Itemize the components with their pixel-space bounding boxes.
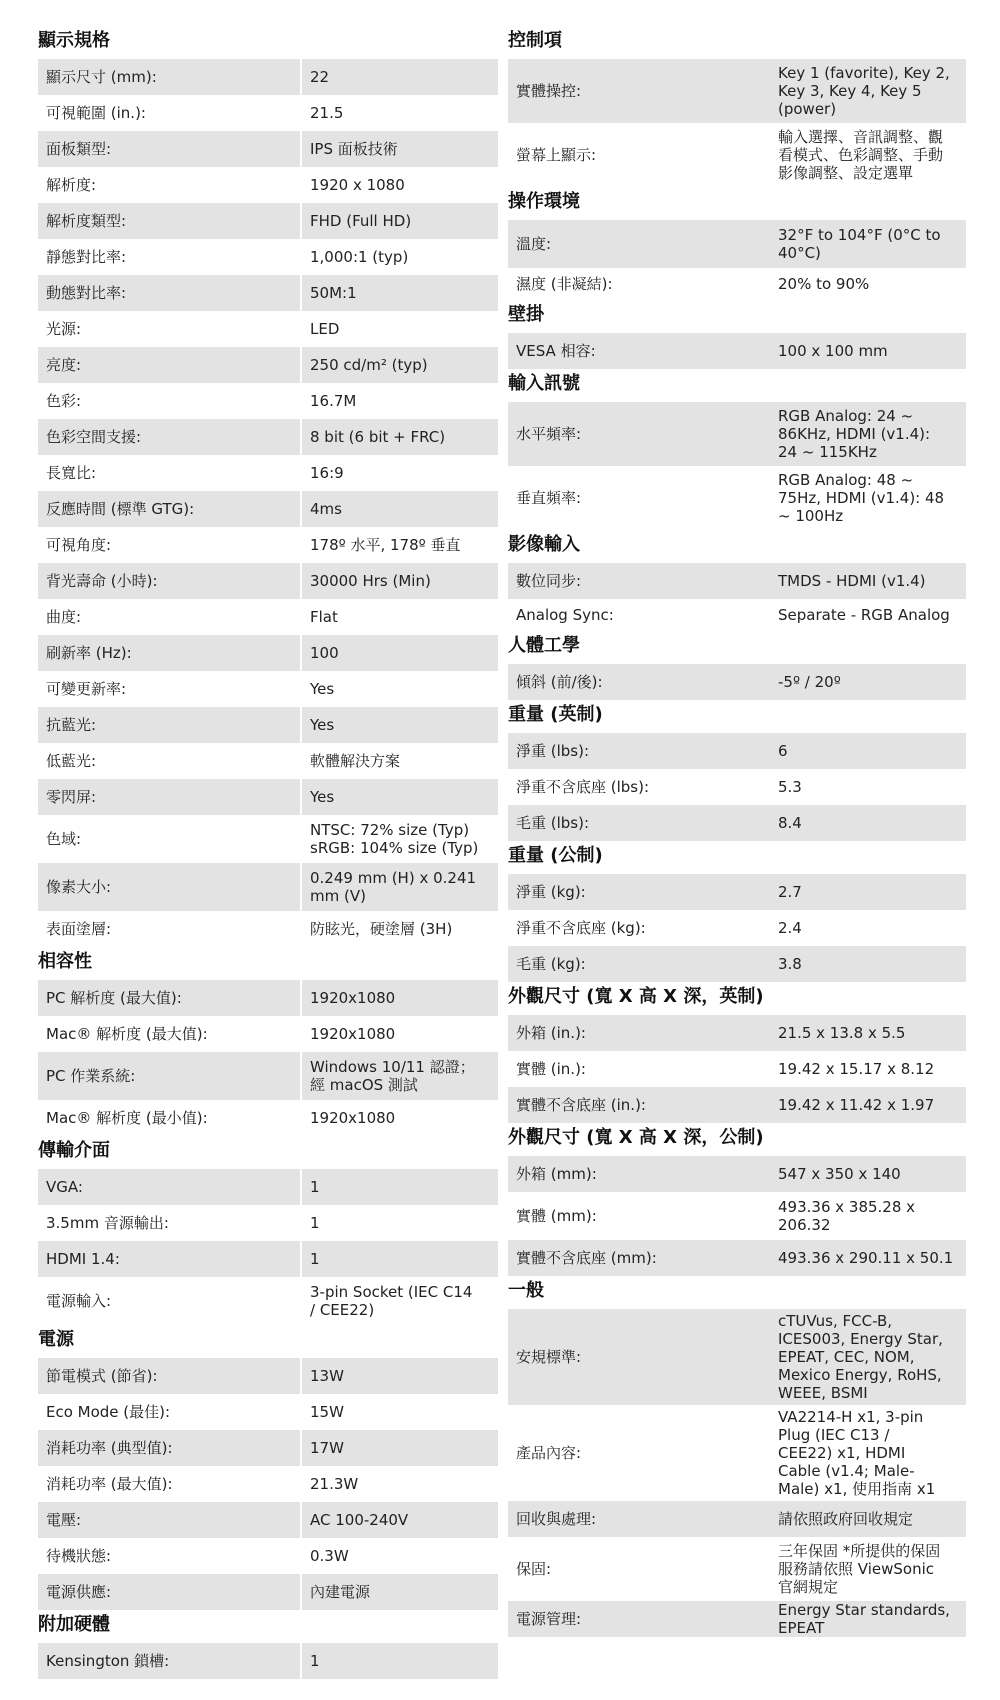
- spec-label: VESA 相容:: [516, 342, 596, 360]
- spec-label: 電源輸入:: [46, 1292, 112, 1310]
- spec-value: 493.36 x 290.11 x 50.1: [778, 1249, 954, 1267]
- spec-value: 13W: [300, 1358, 498, 1394]
- spec-row: [508, 599, 966, 631]
- section-title: 附加硬體: [38, 1614, 110, 1635]
- spec-label: 消耗功率 (最大值):: [46, 1475, 173, 1493]
- spec-value: 15W: [300, 1394, 498, 1430]
- spec-value: 21.5: [300, 95, 498, 131]
- spec-label: 淨重 (kg):: [516, 883, 586, 901]
- spec-label: 電源供應:: [46, 1583, 112, 1601]
- spec-label: 保固:: [516, 1560, 552, 1578]
- spec-value: 100 x 100 mm: [778, 342, 888, 360]
- section-title: 傳輸介面: [38, 1140, 110, 1161]
- spec-row: [38, 1502, 498, 1538]
- spec-row: [508, 563, 966, 599]
- spec-value: 17W: [300, 1430, 498, 1466]
- section-title: 輸入訊號: [508, 373, 580, 394]
- spec-label: PC 解析度 (最大值):: [46, 989, 182, 1007]
- spec-row: [508, 946, 966, 982]
- spec-label: 抗藍光:: [46, 716, 97, 734]
- spec-row: [38, 1430, 498, 1466]
- spec-label: Kensington 鎖槽:: [46, 1652, 170, 1670]
- spec-row: [38, 563, 498, 599]
- spec-value: NTSC: 72% size (Typ) sRGB: 104% size (Typ): [300, 815, 498, 863]
- spec-row: [38, 1394, 498, 1430]
- spec-label: 實體 (mm):: [516, 1207, 597, 1225]
- section-title: 電源: [38, 1329, 74, 1350]
- spec-value: 250 cd/m² (typ): [300, 347, 498, 383]
- spec-row: [38, 1016, 498, 1052]
- spec-row: [38, 1052, 498, 1100]
- spec-label: 可變更新率:: [46, 680, 127, 698]
- spec-label: 3.5mm 音源輸出:: [46, 1214, 169, 1232]
- spec-label: 電壓:: [46, 1511, 82, 1529]
- spec-row: [508, 1015, 966, 1051]
- spec-row: [38, 347, 498, 383]
- spec-row: [508, 1087, 966, 1123]
- spec-label: 淨重不含底座 (kg):: [516, 919, 646, 937]
- spec-value: 100: [300, 635, 498, 671]
- section-title: 外觀尺寸 (寬 X 高 X 深，英制): [508, 986, 764, 1007]
- spec-value: 30000 Hrs (Min): [300, 563, 498, 599]
- spec-label: 像素大小:: [46, 878, 112, 896]
- spec-label: 表面塗層:: [46, 920, 112, 938]
- spec-value: 0.3W: [300, 1538, 498, 1574]
- spec-value: RGB Analog: 48 ~ 75Hz, HDMI (v1.4): 48 ~ 100Hz: [778, 471, 945, 525]
- spec-row: [38, 1169, 498, 1205]
- spec-value: 50M:1: [300, 275, 498, 311]
- spec-value: 1: [300, 1241, 498, 1277]
- section-title: 影像輸入: [508, 534, 580, 555]
- spec-label: 可視角度:: [46, 536, 112, 554]
- section-title: 壁掛: [508, 304, 544, 325]
- spec-label: 消耗功率 (典型值):: [46, 1439, 173, 1457]
- spec-row: [508, 769, 966, 805]
- spec-row: [508, 664, 966, 700]
- spec-value: 16.7M: [300, 383, 498, 419]
- spec-row: [508, 1192, 966, 1240]
- spec-label: Mac® 解析度 (最小值):: [46, 1109, 208, 1127]
- spec-label: 毛重 (lbs):: [516, 814, 590, 832]
- spec-value: 請依照政府回收規定: [778, 1510, 914, 1528]
- spec-value: 2.7: [778, 883, 802, 901]
- spec-row: [38, 419, 498, 455]
- spec-value: 1: [300, 1205, 498, 1241]
- spec-row: [38, 671, 498, 707]
- spec-label: 顯示尺寸 (mm):: [46, 68, 157, 86]
- spec-row: [38, 707, 498, 743]
- spec-value: VA2214-H x1, 3-pin Plug (IEC C13 / CEE22) x1, HDMI Cable (v1.4; Male- Male) x1, 使用指南 x1: [778, 1408, 936, 1498]
- spec-label: 解析度:: [46, 176, 97, 194]
- spec-row: [508, 220, 966, 268]
- spec-label: 長寬比:: [46, 464, 97, 482]
- spec-value: Flat: [300, 599, 498, 635]
- spec-row: [38, 59, 498, 95]
- spec-value: 8.4: [778, 814, 802, 832]
- spec-label: Eco Mode (最佳):: [46, 1403, 171, 1421]
- spec-label: 外箱 (in.):: [516, 1024, 586, 1042]
- spec-row: [38, 1100, 498, 1136]
- spec-value: 8 bit (6 bit + FRC): [300, 419, 498, 455]
- spec-row: [38, 1277, 498, 1325]
- section-title: 操作環境: [508, 191, 580, 212]
- section-title: 外觀尺寸 (寬 X 高 X 深，公制): [508, 1127, 764, 1148]
- spec-label: 動態對比率:: [46, 284, 127, 302]
- spec-label: 零閃屏:: [46, 788, 97, 806]
- spec-value: 軟體解決方案: [300, 743, 498, 779]
- spec-label: 實體 (in.):: [516, 1060, 586, 1078]
- spec-value: 21.3W: [300, 1466, 498, 1502]
- spec-row: [38, 1466, 498, 1502]
- spec-label: 水平頻率:: [516, 425, 582, 443]
- spec-row: [38, 1358, 498, 1394]
- spec-value: 1: [300, 1643, 498, 1679]
- spec-value: 1920x1080: [300, 1016, 498, 1052]
- section-title: 一般: [508, 1280, 544, 1301]
- spec-row: [38, 815, 498, 863]
- spec-label: 淨重不含底座 (lbs):: [516, 778, 650, 796]
- section-title: 相容性: [38, 951, 92, 972]
- section-title: 重量 (公制): [508, 845, 603, 866]
- spec-label: 色彩空間支援:: [46, 428, 142, 446]
- spec-row: [508, 1601, 966, 1637]
- spec-value: 4ms: [300, 491, 498, 527]
- spec-label: 數位同步:: [516, 572, 582, 590]
- spec-row: [38, 779, 498, 815]
- spec-value: Yes: [300, 707, 498, 743]
- spec-row: [508, 1537, 966, 1601]
- spec-value: 178º 水平, 178º 垂直: [300, 527, 498, 563]
- spec-value: TMDS - HDMI (v1.4): [778, 572, 926, 590]
- spec-label: VGA:: [46, 1178, 83, 1196]
- spec-value: 3.8: [778, 955, 802, 973]
- spec-label: 刷新率 (Hz):: [46, 644, 132, 662]
- spec-row: [38, 1538, 498, 1574]
- spec-value: FHD (Full HD): [300, 203, 498, 239]
- spec-value: RGB Analog: 24 ~ 86KHz, HDMI (v1.4): 24 ~ 115KHz: [778, 407, 931, 461]
- spec-label: 反應時間 (標準 GTG):: [46, 500, 195, 518]
- spec-row: [38, 491, 498, 527]
- spec-row: [508, 402, 966, 466]
- spec-value: 19.42 x 11.42 x 1.97: [778, 1096, 935, 1114]
- spec-row: [38, 1574, 498, 1610]
- spec-label: 淨重 (lbs):: [516, 742, 590, 760]
- spec-row: [508, 874, 966, 910]
- spec-label: 待機狀態:: [46, 1547, 112, 1565]
- spec-row: [508, 805, 966, 841]
- spec-row: [38, 635, 498, 671]
- spec-row: [38, 599, 498, 635]
- spec-label: 產品內容:: [516, 1444, 582, 1462]
- spec-row: [38, 311, 498, 347]
- spec-value: 0.249 mm (H) x 0.241 mm (V): [300, 863, 498, 911]
- spec-row: [38, 911, 498, 947]
- spec-row: [38, 455, 498, 491]
- spec-label: 背光壽命 (小時):: [46, 572, 158, 590]
- spec-value: 2.4: [778, 919, 802, 937]
- spec-value: 547 x 350 x 140: [778, 1165, 901, 1183]
- spec-value: 21.5 x 13.8 x 5.5: [778, 1024, 906, 1042]
- spec-label: 螢幕上顯示:: [516, 146, 597, 164]
- spec-row: [38, 980, 498, 1016]
- spec-label: 外箱 (mm):: [516, 1165, 597, 1183]
- spec-label: 光源:: [46, 320, 82, 338]
- spec-label: PC 作業系統:: [46, 1067, 136, 1085]
- spec-value: cTUVus, FCC-B, ICES003, Energy Star, EPEAT, CEC, NOM, Mexico Energy, RoHS, WEEE, BSMI: [778, 1312, 943, 1402]
- spec-row: [38, 1205, 498, 1241]
- spec-label: 色彩:: [46, 392, 82, 410]
- spec-value: 1920x1080: [300, 1100, 498, 1136]
- spec-label: 溫度:: [516, 235, 552, 253]
- spec-row: [38, 95, 498, 131]
- spec-row: [508, 1240, 966, 1276]
- spec-row: [38, 131, 498, 167]
- section-title: 重量 (英制): [508, 704, 603, 725]
- spec-row: [38, 527, 498, 563]
- spec-value: AC 100-240V: [300, 1502, 498, 1538]
- spec-value: 22: [300, 59, 498, 95]
- spec-value: 6: [778, 742, 788, 760]
- spec-row: [508, 333, 966, 369]
- spec-row: [508, 1051, 966, 1087]
- spec-label: 垂直頻率:: [516, 489, 582, 507]
- spec-label: HDMI 1.4:: [46, 1250, 120, 1268]
- spec-label: 傾斜 (前/後):: [516, 673, 603, 691]
- spec-value: Yes: [300, 779, 498, 815]
- spec-value: 1,000:1 (typ): [300, 239, 498, 275]
- spec-label: 實體操控:: [516, 82, 582, 100]
- spec-label: 毛重 (kg):: [516, 955, 586, 973]
- spec-value: 輸入選擇、音訊調整、觀 看模式、色彩調整、手動 影像調整、設定選單: [778, 128, 944, 182]
- spec-row: [38, 743, 498, 779]
- right-column: [508, 26, 966, 1637]
- spec-value: Windows 10/11 認證； 經 macOS 測試: [300, 1052, 498, 1100]
- spec-label: 色域:: [46, 830, 82, 848]
- spec-row: [508, 59, 966, 123]
- spec-row: [508, 910, 966, 946]
- spec-label: 安規標準:: [516, 1348, 582, 1366]
- spec-row: [38, 275, 498, 311]
- spec-value: 1920 x 1080: [300, 167, 498, 203]
- spec-row: [508, 1156, 966, 1192]
- spec-value: 3-pin Socket (IEC C14 / CEE22): [300, 1277, 498, 1325]
- spec-value: LED: [300, 311, 498, 347]
- spec-row: [508, 123, 966, 187]
- spec-value: IPS 面板技術: [300, 131, 498, 167]
- section-title: 控制項: [508, 30, 562, 51]
- spec-value: 5.3: [778, 778, 802, 796]
- spec-label: 曲度:: [46, 608, 82, 626]
- spec-label: 電源管理:: [516, 1610, 582, 1628]
- spec-value: 16:9: [300, 455, 498, 491]
- spec-row: [38, 1241, 498, 1277]
- spec-row: [508, 1405, 966, 1501]
- spec-label: 面板類型:: [46, 140, 112, 158]
- spec-value: -5º / 20º: [778, 673, 841, 691]
- spec-row: [38, 1643, 498, 1679]
- spec-label: 節電模式 (節省):: [46, 1367, 158, 1385]
- spec-row: [508, 268, 966, 300]
- spec-value: 32°F to 104°F (0°C to 40°C): [778, 226, 941, 262]
- spec-label: 實體不含底座 (in.):: [516, 1096, 646, 1114]
- spec-value: 1920x1080: [300, 980, 498, 1016]
- spec-label: 亮度:: [46, 356, 82, 374]
- section-title: 顯示規格: [38, 30, 110, 51]
- spec-row: [38, 203, 498, 239]
- spec-label: 可視範圍 (in.):: [46, 104, 146, 122]
- spec-row: [38, 167, 498, 203]
- spec-label: Mac® 解析度 (最大值):: [46, 1025, 208, 1043]
- spec-row: [38, 383, 498, 419]
- spec-value: 19.42 x 15.17 x 8.12: [778, 1060, 935, 1078]
- spec-value: 內建電源: [300, 1574, 498, 1610]
- spec-row: [508, 733, 966, 769]
- spec-row: [38, 239, 498, 275]
- spec-value: 防眩光，硬塗層 (3H): [300, 911, 498, 947]
- spec-row: [508, 466, 966, 530]
- spec-row: [38, 863, 498, 911]
- spec-row: [508, 1501, 966, 1537]
- spec-value: Separate - RGB Analog: [778, 606, 950, 624]
- spec-label: 低藍光:: [46, 752, 97, 770]
- spec-value: Yes: [300, 671, 498, 707]
- spec-value: 1: [300, 1169, 498, 1205]
- spec-label: 解析度類型:: [46, 212, 127, 230]
- section-title: 人體工學: [508, 635, 580, 656]
- spec-label: 靜態對比率:: [46, 248, 127, 266]
- spec-value: 493.36 x 385.28 x 206.32: [778, 1198, 916, 1234]
- spec-row: [508, 1309, 966, 1405]
- left-column: [38, 26, 498, 1679]
- spec-value: 三年保固 *所提供的保固 服務請依照 ViewSonic 官網規定: [778, 1542, 941, 1596]
- spec-value: Energy Star standards, EPEAT: [778, 1601, 950, 1637]
- spec-label: 濕度 (非凝結):: [516, 275, 613, 293]
- spec-label: Analog Sync:: [516, 606, 614, 624]
- spec-value: Key 1 (favorite), Key 2, Key 3, Key 4, Key 5 (power): [778, 64, 950, 118]
- spec-value: 20% to 90%: [778, 275, 870, 293]
- spec-label: 實體不含底座 (mm):: [516, 1249, 657, 1267]
- spec-label: 回收與處理:: [516, 1510, 597, 1528]
